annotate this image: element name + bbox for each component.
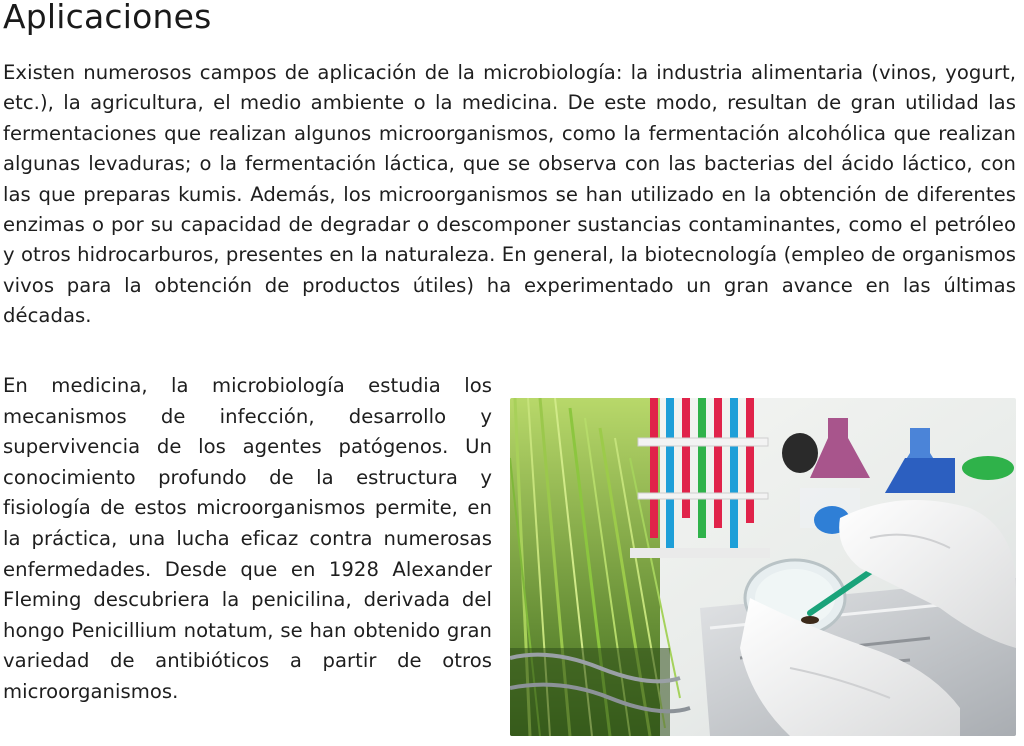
page-title: Aplicaciones — [3, 0, 212, 36]
lab-photo-illustration — [510, 398, 1016, 736]
lab-photo — [510, 398, 1016, 736]
intro-paragraph: Existen numerosos campos de aplicación de la microbiología: la industria alimentaria (vinos, yogurt, etc.), la agricultura, el medio ambiente o la medicina. De este modo, resultan de gran utilidad las fermentaciones que realizan algunos microorganismos, como la fermentación alcohólica que realizan algunas levaduras; o la fermentación láctica, que se observa con las bacterias del ácido láctico, con las que preparas kumis. Además, los microorganismos se han utilizado en la obtención de diferentes enzimas o por su capacidad de degradar o descomponer sustancias contaminantes, como el petróleo y otros hidrocarburos, presentes en la naturaleza. En general, la biotecnología (empleo de organismos vivos para la obtención de productos útiles) ha experimentado un gran avance en las últimas décadas. — [3, 61, 1016, 328]
medicine-paragraph: En medicina, la microbiología estudia los mecanismos de infección, desarrollo y supervivencia de los agentes patógenos. Un conocimiento profundo de la estructura y fisiología de estos microorganismos permite, en la práctica, una lucha eficaz contra numerosas enfermedades. Desde que en 1928 Alexander Fleming descubriera la penicilina, derivada del hongo Penicillium notatum, se han obtenido gran variedad de antibióticos a partir de otros microorganismos. — [3, 374, 492, 703]
